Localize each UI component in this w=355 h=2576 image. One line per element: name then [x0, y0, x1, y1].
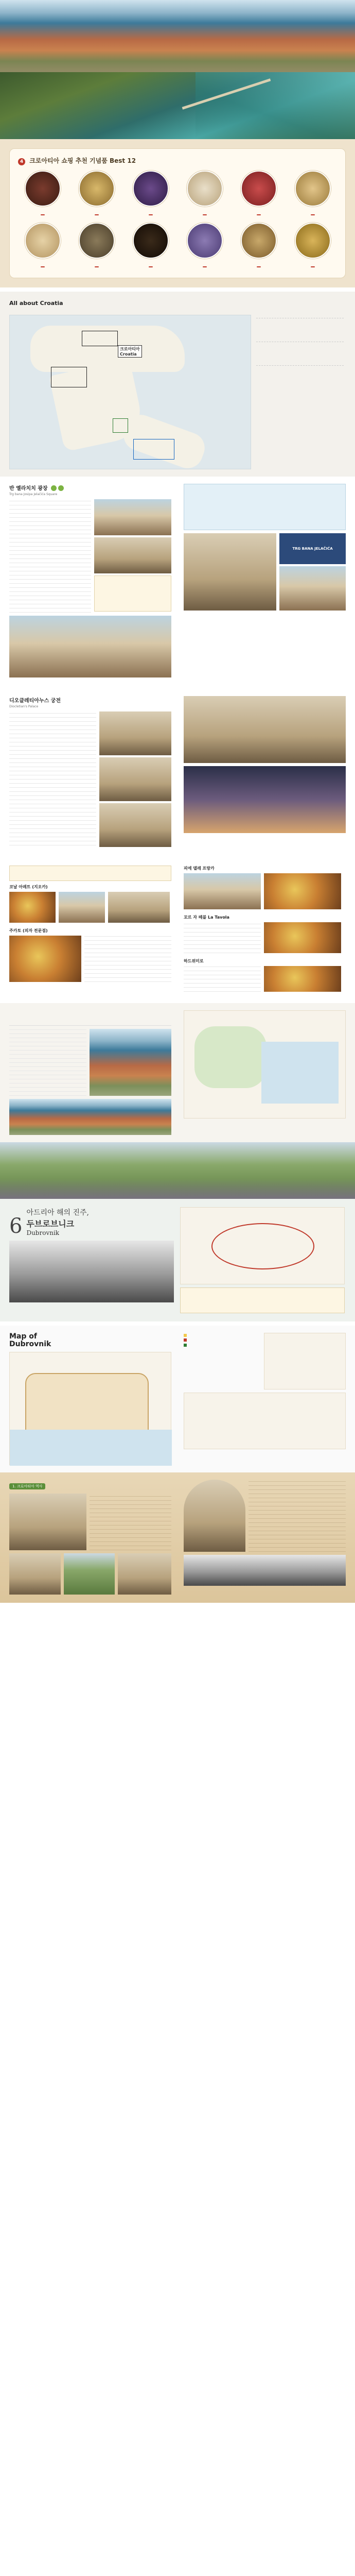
souvenir-photo	[187, 171, 223, 207]
souvenir-item	[72, 223, 121, 270]
souvenir-photo	[79, 171, 115, 207]
zagreb-left-page	[9, 484, 171, 677]
history-spread	[0, 1472, 355, 1603]
zagreb-info-box	[94, 575, 171, 612]
souvenir-item	[234, 223, 283, 270]
monument-photo	[184, 1480, 245, 1552]
zagreb-inset-frame	[82, 331, 118, 346]
dubrovnik-inset-frame	[133, 439, 174, 460]
history-photo	[118, 1553, 171, 1595]
souvenir-item	[288, 223, 337, 270]
souvenir-tag	[41, 214, 45, 215]
history-photo	[9, 1494, 86, 1550]
country-label-en: Croatia	[120, 352, 137, 357]
restaurant-title: 코날 아레트 (지오카)	[9, 885, 48, 889]
split-photo	[99, 757, 171, 801]
jelacic-statue-photo	[184, 533, 276, 611]
souvenir-item	[72, 171, 121, 218]
restaurant-title: 주카토 (피자 전문점)	[9, 928, 48, 933]
text-block-placeholder	[9, 499, 91, 613]
restaurant-photo	[9, 892, 56, 923]
page-number-row	[0, 287, 355, 292]
souvenir-tag	[203, 214, 207, 215]
restaurant-photo	[264, 873, 341, 909]
souvenir-number: 4	[18, 158, 25, 165]
croatia-map-page	[0, 292, 355, 477]
island-photo	[90, 1029, 171, 1096]
map-box	[0, 308, 355, 477]
text-block-placeholder	[9, 1029, 86, 1096]
souvenir-item	[18, 223, 67, 270]
restaurant-photo	[108, 892, 170, 923]
souvenir-tag	[257, 214, 261, 215]
souvenir-item	[180, 171, 229, 218]
island-harbor-photo	[9, 1099, 171, 1135]
restaurant-photo	[9, 936, 81, 982]
legend-swatch	[184, 1344, 187, 1347]
zagreb-photo	[94, 537, 171, 573]
country-label-kr: 크로아티아	[120, 347, 140, 351]
souvenir-photo	[25, 171, 61, 207]
restaurant-photo	[264, 922, 341, 953]
souvenir-photo	[241, 223, 277, 259]
souvenir-grid	[18, 171, 337, 270]
souvenir-photo	[133, 223, 169, 259]
island-spread	[0, 1003, 355, 1142]
peristyle-photo	[184, 696, 346, 763]
island-map	[184, 1010, 346, 1118]
legend-swatch	[184, 1334, 187, 1337]
legend-swatch	[184, 1338, 187, 1342]
souvenir-title	[18, 156, 337, 165]
restaurant-title: 하드위미로	[184, 959, 204, 963]
route-circle	[211, 1223, 314, 1269]
chapter-spread	[0, 1199, 355, 1321]
map-side-notes	[256, 315, 344, 469]
restaurant-spread	[0, 858, 355, 999]
page-number-row	[0, 685, 355, 689]
restaurant-tip-box	[9, 866, 171, 881]
split-night-photo	[184, 766, 346, 833]
dubrovnik-bw-photo	[9, 1241, 174, 1302]
souvenir-title-text: 크로아티아 쇼핑 추천 기념품 Best 12	[29, 157, 136, 164]
souvenir-tag	[311, 214, 315, 215]
split-photo	[99, 711, 171, 755]
zagreb-section-subtitle: Trg bana Josipa Jelačića Square	[9, 493, 58, 496]
souvenir-tag	[257, 266, 261, 267]
restaurant-photo	[184, 873, 261, 909]
zagreb-building-photo	[279, 566, 346, 611]
history-photo	[9, 1553, 61, 1595]
split-left-page	[9, 696, 171, 847]
split-section-title: 디오클레티아누스 궁전	[9, 698, 61, 704]
island-header	[9, 1010, 171, 1026]
lakes-photo	[0, 72, 355, 139]
zagreb-section-title: 반 옐라치치 광장	[9, 486, 48, 492]
dubrovnik-map-spread	[0, 1326, 355, 1472]
chapter-title-kr: 아드리아 해의 진주,	[26, 1209, 89, 1217]
souvenir-photo	[133, 171, 169, 207]
harbor-photo	[0, 0, 355, 72]
souvenir-photo	[241, 171, 277, 207]
square-sign-text: TRG BANA JELAČIĆA	[292, 547, 333, 551]
souvenir-tag	[203, 266, 207, 267]
history-photo	[64, 1553, 115, 1595]
dubrovnik-area-map	[264, 1333, 346, 1389]
map-page-title: All about Croatia	[0, 295, 355, 308]
badge-row	[51, 485, 64, 491]
souvenir-item	[234, 171, 283, 218]
text-block-placeholder	[184, 966, 261, 992]
square-sign	[279, 533, 346, 564]
souvenir-photo	[295, 223, 331, 259]
souvenir-item	[18, 171, 67, 218]
chapter-number: 6	[9, 1214, 23, 1238]
dubrovnik-old-town-map	[9, 1352, 171, 1465]
badge-icon	[51, 485, 57, 491]
souvenir-item	[126, 171, 175, 218]
split-section-subtitle: Diocletian's Palace	[9, 705, 39, 708]
map-title-line2: Dubrovnik	[9, 1340, 51, 1349]
history-tag: 1. 크로아티아 역사	[9, 1483, 45, 1489]
restaurant-right-page	[184, 866, 346, 992]
sea-area	[10, 1430, 172, 1466]
lavender-field-photo	[0, 1142, 355, 1199]
split-right-page	[184, 696, 346, 847]
chapter-title-main: 두브로브니크	[26, 1219, 75, 1229]
croatia-map	[9, 315, 251, 469]
text-block-placeholder	[184, 922, 261, 953]
text-block-placeholder	[9, 711, 96, 845]
souvenir-tag	[95, 266, 99, 267]
restaurant-photo	[264, 966, 341, 992]
souvenir-card	[9, 148, 346, 278]
chapter-right	[180, 1207, 345, 1313]
text-block-placeholder	[84, 936, 171, 982]
text-block-placeholder	[248, 1480, 346, 1552]
statue-photo	[184, 1555, 346, 1586]
restaurant-left-page	[9, 866, 171, 992]
souvenir-photo	[295, 171, 331, 207]
souvenir-tag	[41, 266, 45, 267]
zagreb-photo	[94, 499, 171, 535]
souvenir-tag	[149, 214, 153, 215]
chapter-title-en: Dubrovnik	[26, 1229, 60, 1236]
text-block-placeholder	[90, 1494, 171, 1550]
souvenir-item	[288, 171, 337, 218]
country-label	[118, 345, 142, 358]
region-inset-frame	[51, 367, 87, 387]
restaurant-title: 꼬르 자 떼블 La Tavola	[184, 915, 229, 920]
souvenir-tag	[149, 266, 153, 267]
souvenir-tag	[95, 214, 99, 215]
souvenir-section	[0, 139, 355, 287]
map-title-line1: Map of	[9, 1332, 37, 1341]
island-sea	[261, 1042, 339, 1104]
split-spread	[0, 689, 355, 854]
restaurant-photo	[59, 892, 105, 923]
restaurant-title: 피에 델레 프랑카	[184, 866, 215, 871]
souvenir-item	[126, 223, 175, 270]
zagreb-blue-box	[184, 484, 346, 530]
zagreb-street-photo	[9, 616, 171, 677]
map-title	[9, 1333, 171, 1349]
chapter-info-box	[180, 1287, 345, 1313]
hero-photo-lakes	[0, 72, 355, 139]
souvenir-item	[180, 223, 229, 270]
map-legend	[184, 1333, 261, 1389]
zagreb-right-page	[184, 484, 346, 677]
page-number-row	[0, 854, 355, 858]
panorama-photo	[0, 1142, 355, 1199]
chapter-left	[9, 1207, 174, 1313]
page-number-row	[0, 999, 355, 1003]
island-land	[194, 1026, 267, 1088]
dubrovnik-lapad-map	[184, 1393, 346, 1449]
dubrovnik-region-map	[180, 1207, 345, 1284]
souvenir-photo	[25, 223, 61, 259]
split-photo	[99, 803, 171, 847]
badge-icon	[58, 485, 64, 491]
souvenir-photo	[79, 223, 115, 259]
page-number-row	[0, 1321, 355, 1326]
split-inset-frame	[113, 418, 128, 433]
souvenir-photo	[187, 223, 223, 259]
souvenir-tag	[311, 266, 315, 267]
zagreb-spread	[0, 477, 355, 685]
hero-photo-harbor	[0, 0, 355, 72]
